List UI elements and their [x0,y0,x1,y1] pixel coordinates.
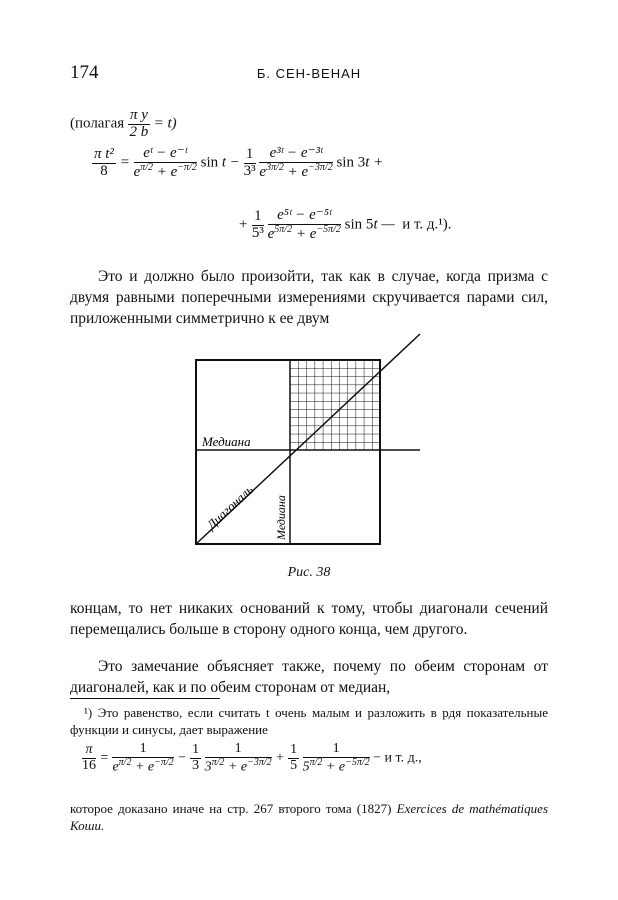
paragraph-1: Это и должно было произойти, так как в случае, когда призма с двумя равными поперечными измерениями скручивается парами сил, приложенными симметрично к ее двум [70,268,548,327]
label-mediana-vertical: Медиана [274,495,288,540]
paragraph-2: концам, то нет никаких оснований к тому, чтобы диагонали сечений перемещались больше в сторону одного конца, чем другого. [70,600,548,638]
series-formula-line2: + $\frac{1}{\text{5³}}$ $\frac{\text{e⁵ᵗ − e⁻⁵ᵗ}}{e^{5\pi/2} + e^{-5\pi/2}}$ sin 5t — и т. д.¹). [238,207,452,242]
substitution-formula: (полагая $\frac{\text{π y}}{2 b}$ = t) [70,107,177,140]
paragraph-3: Это замечание объясняет также, почему по обеим сторонам от диагоналей, как и по обеим сторонам от медиан, [70,658,548,696]
page-number: 174 [70,62,99,83]
footnote-tail [70,800,548,834]
footnote-rule [70,698,220,699]
footnote-marker: ¹) [84,705,93,720]
running-header: Б. СЕН-ВЕНАН [256,66,362,81]
footnote-book-title: Exercices de mathématiques [396,801,548,816]
footnote-body: Это равенство, если считать t очень малым и разложить в рдя показательные функции и синусы, дает выражение [70,705,548,737]
series-formula-line1: $\frac{\text{π t²}}{8}$ = $\frac{\text{eᵗ − e⁻ᵗ}}{e^{\pi/2} + e^{-\pi/2}}$ sin t − $\frac{1}{\text{3³}}$ $\frac{\text{e³ᵗ − e⁻³ᵗ}}{e^{3\pi/2} + e^{-3\pi/2}}$ sin 3t + [94,145,384,180]
footnote-text [70,704,548,738]
label-diagonal: Диагональ [203,482,257,533]
label-mediana-horizontal: Медиана [202,434,251,449]
footnote-author: Коши. [70,818,105,833]
footnote-formula: $\frac{\pi}{16}$ = $\frac{1}{e^{\pi/2} + e^{-\pi/2}}$ − $\frac{1}{3}$ $\frac{1}{3^{\pi/2} + e^{-3\pi/2}}$ + $\frac{1}{5}$ $\frac{1}{5^{\pi/2} + e^{-5\pi/2}}$ − и т. д., [82,741,422,775]
hatched-quadrant [290,360,380,450]
footnote-tail-text: которое доказано иначе на стр. 267 второго тома (1827) [70,801,392,816]
figure-38 [188,330,428,550]
figure-caption: Рис. 38 [287,565,331,580]
